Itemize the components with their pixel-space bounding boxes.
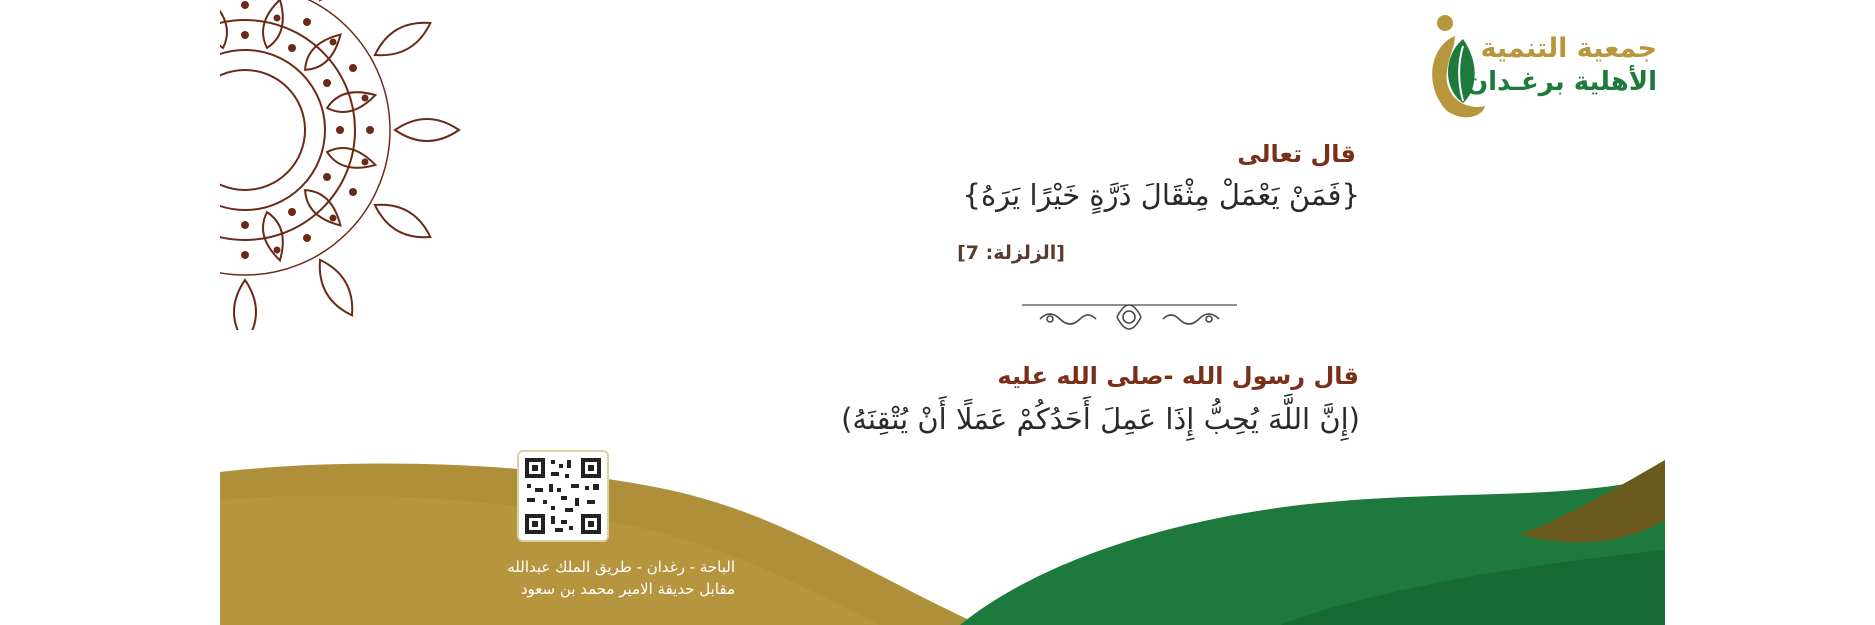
- hadith-heading: قال رسول الله -صلى الله عليه: [997, 362, 1359, 390]
- ornamental-divider-icon: [1022, 297, 1237, 335]
- bottom-wave-decoration: [220, 440, 1665, 625]
- logo-name-line2: الأهلية برغـدان: [1465, 67, 1657, 97]
- hadith-text: (إِنَّ اللَّهَ يُحِبُّ إِذَا عَمِلَ أَحَدُكُمْ عَمَلًا أَنْ يُتْقِنَهُ): [841, 402, 1360, 436]
- address-line2: مقابل حديقة الامير محمد بن سعود: [520, 580, 735, 598]
- verse-text: {فَمَنْ يَعْمَلْ مِثْقَالَ ذَرَّةٍ خَيْرًا يَرَهُ}: [962, 178, 1360, 212]
- logo: [1425, 5, 1665, 120]
- qr-code[interactable]: [517, 450, 609, 542]
- qr-code-icon: [521, 454, 605, 538]
- poster-card: [220, 0, 1665, 625]
- logo-leaf-mark-icon: [1425, 11, 1487, 121]
- verse-reference: [الزلزلة: 7]: [957, 242, 1065, 264]
- logo-name-line1: جمعية التنمية: [1480, 33, 1657, 64]
- mandala-ornament-icon: [220, 0, 490, 330]
- address-line1: الباحة - رغدان - طريق الملك عبدالله: [507, 558, 735, 576]
- verse-heading: قال تعالى: [1237, 140, 1356, 168]
